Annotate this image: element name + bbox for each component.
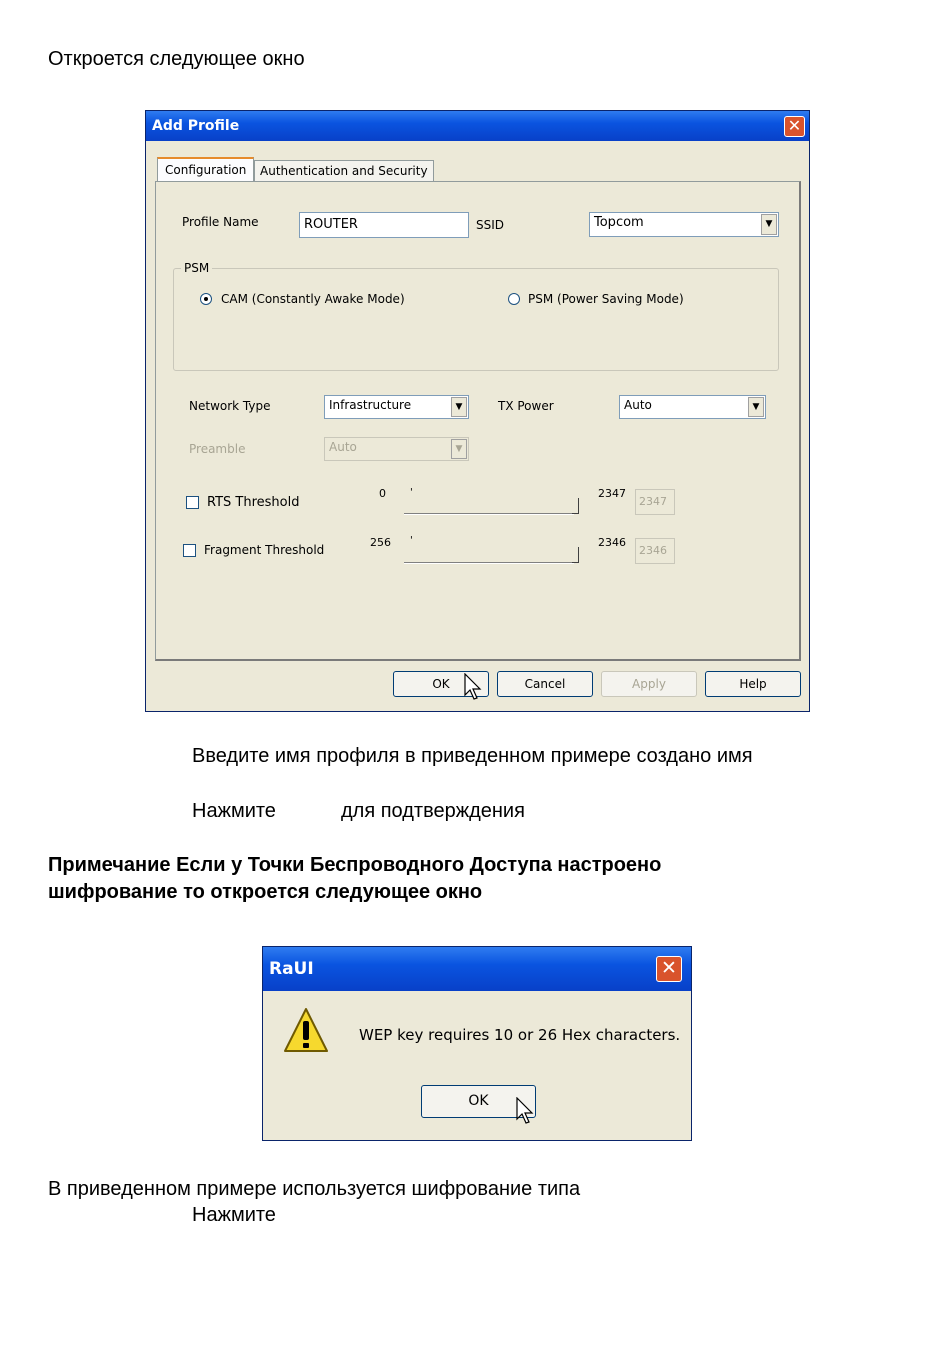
raui-dialog — [262, 946, 692, 1141]
fragment-slider-thumb[interactable] — [572, 547, 579, 563]
raui-message: WEP key requires 10 or 26 Hex characters. — [359, 1026, 681, 1044]
cancel-button[interactable]: Cancel — [497, 671, 593, 697]
mouse-cursor-icon — [464, 673, 482, 701]
fragment-value-field: 2346 — [635, 538, 675, 564]
ssid-select[interactable] — [589, 212, 779, 237]
chevron-down-icon: ▼ — [451, 439, 467, 459]
psm-group-label: PSM — [181, 261, 212, 275]
fragment-max-label: 2346 — [598, 536, 626, 549]
rts-threshold-label: RTS Threshold — [207, 495, 300, 510]
rts-slider-tick-icon: ' — [410, 487, 413, 498]
fragment-threshold-checkbox[interactable] — [183, 544, 196, 557]
note-line1: Примечание Если у Точки Беспроводного Доступа настроено — [48, 854, 662, 876]
network-type-label: Network Type — [189, 399, 271, 413]
network-type-value: Infrastructure — [329, 398, 412, 412]
tx-power-select[interactable] — [619, 395, 766, 419]
tab-authentication-security[interactable]: Authentication and Security — [254, 160, 434, 182]
network-type-select[interactable] — [324, 395, 469, 419]
warning-icon — [283, 1007, 329, 1055]
closing-line2: Нажмите — [192, 1204, 276, 1226]
step2-press: Нажмите — [192, 800, 276, 822]
psm-option-label: PSM (Power Saving Mode) — [528, 292, 684, 306]
note-line2: шифрование то откроется следующее окно — [48, 881, 483, 903]
fragment-min-label: 256 — [370, 536, 391, 549]
tab-configuration[interactable]: Configuration — [157, 157, 254, 181]
ssid-label: SSID — [476, 218, 505, 232]
ok-button[interactable]: OK — [393, 671, 489, 697]
raui-title: RaUI — [269, 959, 314, 979]
raui-ok-button[interactable]: OK — [421, 1085, 536, 1118]
add-profile-titlebar[interactable] — [146, 111, 809, 141]
step2-rest: для подтверждения — [341, 800, 525, 822]
rts-threshold-checkbox[interactable] — [186, 496, 199, 509]
preamble-label: Preamble — [189, 442, 246, 456]
chevron-down-icon[interactable]: ▼ — [761, 214, 777, 235]
chevron-down-icon[interactable]: ▼ — [748, 397, 764, 417]
intro-text: Откроется следующее окно — [48, 48, 305, 70]
preamble-select — [324, 437, 469, 461]
rts-slider-thumb[interactable] — [572, 498, 579, 514]
profile-name-input[interactable]: ROUTER — [299, 212, 469, 238]
step1-text: Введите имя профиля в приведенном примере создано имя — [192, 745, 753, 767]
raui-titlebar[interactable] — [263, 947, 691, 991]
close-icon[interactable]: ✕ — [784, 116, 805, 137]
add-profile-title: Add Profile — [152, 118, 240, 134]
radio-selected-dot — [204, 297, 208, 301]
rts-max-label: 2347 — [598, 487, 626, 500]
apply-button: Apply — [601, 671, 697, 697]
rts-value-field: 2347 — [635, 489, 675, 515]
closing-line1: В приведенном примере используется шифрование типа — [48, 1178, 581, 1200]
cam-option-label: CAM (Constantly Awake Mode) — [221, 292, 405, 306]
fragment-slider-tick-icon: ' — [410, 535, 413, 546]
tx-power-value: Auto — [624, 398, 652, 412]
psm-radio[interactable] — [508, 293, 520, 305]
fragment-threshold-label: Fragment Threshold — [204, 543, 325, 557]
fragment-slider-track[interactable] — [404, 562, 574, 564]
cam-radio[interactable] — [200, 293, 212, 305]
add-profile-dialog — [145, 110, 810, 712]
psm-groupbox — [173, 268, 779, 371]
close-icon[interactable]: ✕ — [656, 956, 682, 982]
rts-min-label: 0 — [379, 487, 386, 500]
help-button[interactable]: Help — [705, 671, 801, 697]
tx-power-label: TX Power — [498, 399, 554, 413]
mouse-cursor-icon — [516, 1097, 534, 1125]
ssid-value: Topcom — [594, 215, 644, 230]
profile-name-label: Profile Name — [182, 215, 259, 229]
rts-slider-track[interactable] — [404, 513, 574, 515]
tab-panel — [155, 181, 801, 661]
preamble-value: Auto — [329, 440, 357, 454]
chevron-down-icon[interactable]: ▼ — [451, 397, 467, 417]
